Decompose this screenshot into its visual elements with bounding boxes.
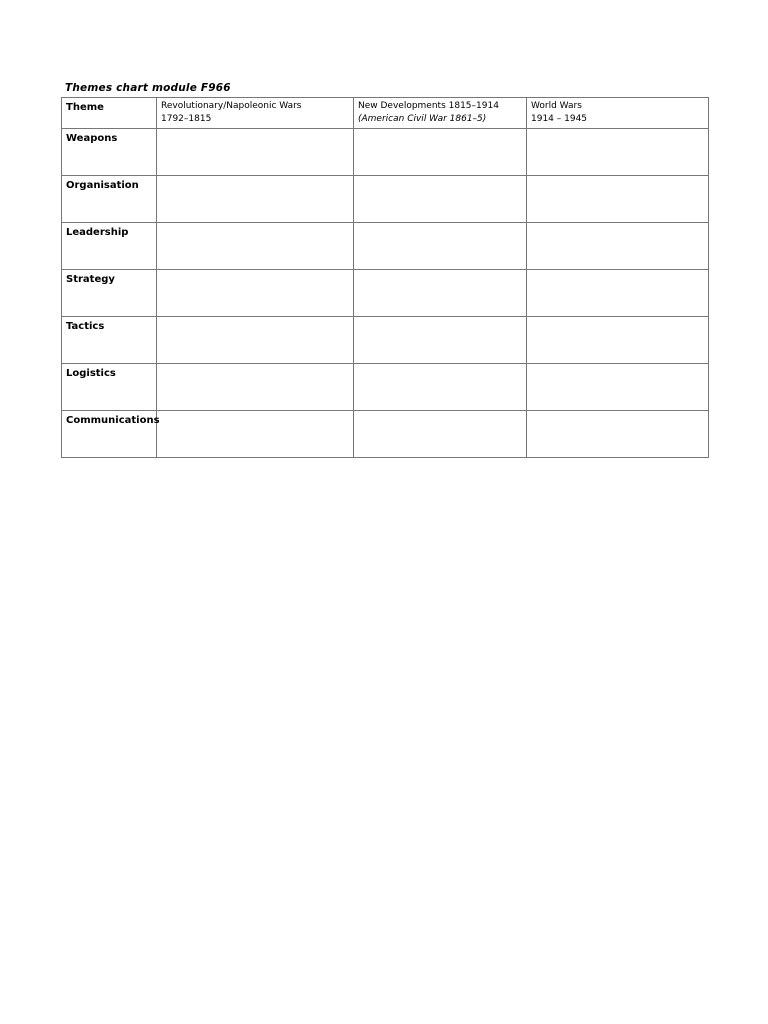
table-row [62, 411, 709, 458]
blank-cell[interactable] [354, 364, 527, 411]
header-cell-theme [62, 98, 157, 129]
column-header-dates: 1792–1815 [161, 114, 212, 124]
theme-header-label: Theme [66, 102, 104, 113]
document-title: Themes chart module F966 [65, 82, 231, 94]
blank-cell[interactable] [527, 317, 709, 364]
blank-cell[interactable] [157, 176, 354, 223]
blank-cell[interactable] [527, 364, 709, 411]
column-header-dates: 1914 – 1945 [531, 114, 588, 124]
column-header-dates: (American Civil War 1861–5) [358, 114, 487, 124]
header-cell-new-developments [354, 98, 527, 129]
blank-cell[interactable] [157, 270, 354, 317]
row-label-cell [62, 317, 157, 364]
column-header-title: World Wars [531, 101, 582, 111]
row-label: Weapons [66, 133, 118, 144]
blank-cell[interactable] [354, 129, 527, 176]
blank-cell[interactable] [354, 176, 527, 223]
table-header-row [62, 98, 709, 129]
row-label: Organisation [66, 180, 139, 191]
column-header-title: Revolutionary/Napoleonic Wars [161, 101, 302, 111]
row-label: Tactics [66, 321, 105, 332]
table-row [62, 129, 709, 176]
row-label: Strategy [66, 274, 115, 285]
header-cell-napoleonic [157, 98, 354, 129]
row-label-cell [62, 223, 157, 270]
blank-cell[interactable] [354, 270, 527, 317]
blank-cell[interactable] [527, 129, 709, 176]
table-row [62, 317, 709, 364]
table-row [62, 364, 709, 411]
blank-cell[interactable] [157, 223, 354, 270]
blank-cell[interactable] [527, 411, 709, 458]
blank-cell[interactable] [157, 317, 354, 364]
column-header-title: New Developments 1815–1914 [358, 101, 499, 111]
blank-cell[interactable] [354, 223, 527, 270]
table-row [62, 270, 709, 317]
row-label-cell [62, 129, 157, 176]
blank-cell[interactable] [354, 317, 527, 364]
blank-cell[interactable] [354, 411, 527, 458]
row-label-cell [62, 176, 157, 223]
blank-cell[interactable] [527, 223, 709, 270]
header-cell-world-wars [527, 98, 709, 129]
row-label-cell [62, 411, 160, 458]
row-label: Logistics [66, 368, 116, 379]
blank-cell[interactable] [157, 411, 354, 458]
table-row [62, 176, 709, 223]
themes-table [61, 97, 709, 458]
row-label-cell [62, 364, 157, 411]
row-label: Communications [66, 415, 160, 426]
row-label: Leadership [66, 227, 129, 238]
row-label-cell [62, 270, 157, 317]
blank-cell[interactable] [527, 176, 709, 223]
blank-cell[interactable] [157, 129, 354, 176]
blank-cell[interactable] [527, 270, 709, 317]
blank-cell[interactable] [157, 364, 354, 411]
table-row [62, 223, 709, 270]
